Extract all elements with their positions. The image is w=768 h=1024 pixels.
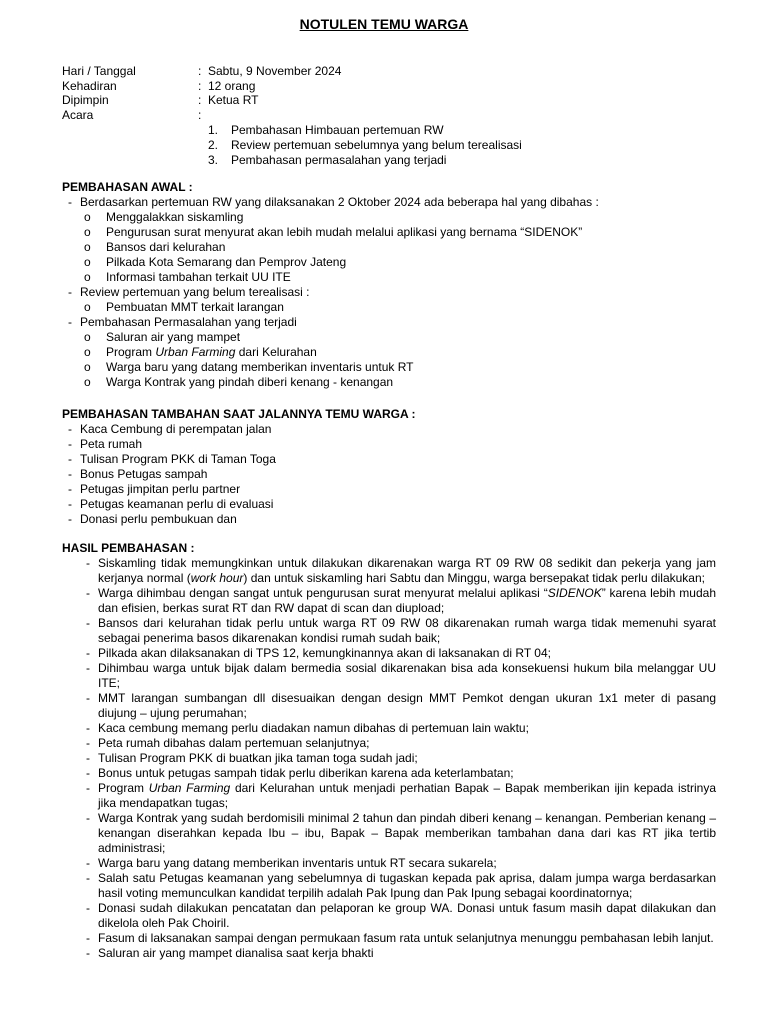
- dash-bullet: -: [86, 586, 90, 600]
- sub-list-item: [62, 240, 226, 255]
- result-item: - Donasi sudah dilakukan pencatatan dan pelaporan ke group WA. Donasi untuk fasum masih dapat dilakukan dan dikelola oleh Pak Choiril.: [86, 901, 716, 930]
- list-item: [62, 497, 416, 512]
- result-item: - Fasum di laksanakan sampai dengan permukaan fasum rata untuk selanjutnya menunggu pembahasan lebih lanjut.: [86, 931, 714, 945]
- list-item-text: Donasi perlu pembukuan dan: [80, 512, 237, 526]
- circle-bullet: o: [84, 330, 91, 344]
- document-title: NOTULEN TEMU WARGA: [299, 16, 469, 32]
- info-label: Hari / Tanggal: [62, 64, 136, 78]
- sub-item-text: Program Urban Farming dari Kelurahan: [106, 345, 317, 359]
- dash-bullet: -: [86, 901, 90, 915]
- list-item-text: Pembahasan Permasalahan yang terjadi: [80, 315, 297, 329]
- result-item: - Warga Kontrak yang sudah berdomisili minimal 2 tahun dan pindah diberi kenang – kenangan. Pemberian kenang – kenangan diserahkan kepada Ibu – ibu, Bapak – Bapak memberikan tambahan dana dari kas RT jika tertib administrasi;: [86, 811, 716, 855]
- info-colon: :: [198, 64, 202, 78]
- list-item-text: Peta rumah: [80, 437, 143, 451]
- dash-bullet: -: [68, 285, 72, 299]
- dash-bullet: -: [86, 661, 90, 675]
- section-title: PEMBAHASAN AWAL :: [62, 180, 193, 194]
- dash-bullet: -: [68, 482, 72, 496]
- result-item: - MMT larangan sumbangan dll disesuaikan dengan design MMT Pemkot dengan ukuran 1x1 meter di pasang diujung – ujung perumahan;: [86, 691, 716, 720]
- list-item-text: Bonus Petugas sampah: [80, 467, 208, 481]
- sub-item-text: Pengurusan surat menyurat akan lebih mudah melalui aplikasi yang bernama “SIDENOK”: [106, 225, 583, 239]
- info-colon: :: [198, 78, 202, 93]
- circle-bullet: o: [84, 360, 91, 374]
- sub-item-text: Informasi tambahan terkait UU ITE: [106, 270, 291, 284]
- info-value: Ketua RT: [208, 93, 259, 107]
- list-item-text: Petugas keamanan perlu di evaluasi: [80, 497, 274, 511]
- sub-list-item: [62, 270, 291, 285]
- info-colon: :: [198, 93, 202, 107]
- dash-bullet: -: [86, 646, 90, 660]
- agenda-text: Review pertemuan sebelumnya yang belum terealisasi: [231, 138, 522, 152]
- agenda-text: Pembahasan permasalahan yang terjadi: [231, 153, 447, 167]
- section-hasil-pembahasan: [62, 541, 716, 961]
- agenda-number: 1.: [208, 123, 219, 137]
- sub-list-item: [62, 210, 244, 225]
- list-item-text: Review pertemuan yang belum terealisasi :: [80, 285, 310, 299]
- dash-bullet: -: [68, 467, 72, 481]
- dash-bullet: -: [86, 556, 90, 570]
- dash-bullet: -: [68, 452, 72, 466]
- dash-bullet: -: [86, 931, 90, 945]
- list-item: [62, 512, 416, 527]
- dash-bullet: -: [86, 721, 90, 735]
- result-item: - Salah satu Petugas keamanan yang sebelumnya di tugaskan kepada pak aprisa, dalam jumpa warga berdasarkan hasil voting memunculkan kandidat terpilih adalah Pak Ipung dan Pak Ipung sebagai koordinatornya;: [86, 871, 716, 900]
- circle-bullet: o: [84, 345, 91, 359]
- result-item: - Bonus untuk petugas sampah tidak perlu diberikan karena ada keterlambatan;: [86, 766, 514, 780]
- section-title: PEMBAHASAN TAMBAHAN SAAT JALANNYA TEMU WARGA :: [62, 407, 416, 421]
- sub-list-item: [62, 255, 347, 270]
- agenda-number: 3.: [208, 153, 219, 167]
- result-item: - Program Urban Farming dari Kelurahan untuk menjadi perhatian Bapak – Bapak memberikan ijin kepada istrinya jika mendapatkan tugas;: [86, 781, 716, 810]
- dash-bullet: -: [86, 736, 90, 750]
- dash-bullet: -: [86, 811, 90, 825]
- result-item: - Tulisan Program PKK di buatkan jika taman toga sudah jadi;: [86, 751, 418, 765]
- dash-bullet: -: [68, 422, 72, 436]
- dash-bullet: -: [86, 781, 90, 795]
- dash-bullet: -: [68, 497, 72, 511]
- result-item: - Siskamling tidak memungkinkan untuk dilakukan dikarenakan warga RT 09 RW 08 sedikit dan pekerja yang jam kerjanya normal (work hour) dan untuk siskamling hari Sabtu dan Minggu, warga bersepakat tidak perlu dilakukan;: [86, 556, 716, 585]
- result-list: [62, 556, 716, 961]
- list-item: [62, 467, 416, 482]
- dash-bullet: -: [86, 616, 90, 630]
- sub-list-item: [62, 360, 414, 375]
- list-item: [62, 195, 599, 210]
- sub-item-text: Warga Kontrak yang pindah diberi kenang - kenangan: [106, 375, 394, 389]
- info-value: Sabtu, 9 November 2024: [208, 64, 342, 78]
- circle-bullet: o: [84, 255, 91, 269]
- sub-item-text: Pilkada Kota Semarang dan Pemprov Jateng: [106, 255, 347, 269]
- sub-item-text: Saluran air yang mampet: [106, 330, 241, 344]
- dash-bullet: -: [86, 871, 90, 885]
- circle-bullet: o: [84, 225, 91, 239]
- info-label: Kehadiran: [62, 78, 117, 93]
- result-item: - Dihimbau warga untuk bijak dalam bermedia sosial dikarenakan bisa ada konsekuensi hukum bila melanggar UU ITE;: [86, 661, 716, 690]
- agenda-number: 2.: [208, 138, 219, 152]
- dash-bullet: -: [86, 946, 90, 960]
- info-label: Dipimpin: [62, 93, 109, 107]
- info-value: 12 orang: [208, 78, 256, 93]
- circle-bullet: o: [84, 300, 91, 314]
- list-item: [62, 437, 416, 452]
- section-pembahasan-awal: [62, 180, 599, 390]
- dash-bullet: -: [68, 437, 72, 451]
- sub-list-item: [62, 345, 317, 360]
- list-item-text: Berdasarkan pertemuan RW yang dilaksanakan 2 Oktober 2024 ada beberapa hal yang dibahas :: [80, 195, 599, 209]
- info-colon: :: [198, 107, 202, 122]
- circle-bullet: o: [84, 375, 91, 389]
- sub-list-item: [62, 330, 241, 345]
- sub-item-text: Menggalakkan siskamling: [106, 210, 244, 224]
- list-item-text: Tulisan Program PKK di Taman Toga: [80, 452, 276, 466]
- result-item: - Warga dihimbau dengan sangat untuk pengurusan surat menyurat melalui aplikasi “SIDENOK” karena lebih mudah dan efisien, berkas surat RT dan RW dapat di scan dan diupload;: [86, 586, 716, 615]
- circle-bullet: o: [84, 210, 91, 224]
- section-pembahasan-tambahan: [62, 407, 416, 527]
- list-item-text: Kaca Cembung di perempatan jalan: [80, 422, 272, 436]
- circle-bullet: o: [84, 270, 91, 284]
- result-item: - Kaca cembung memang perlu diadakan namun dibahas di pertemuan lain waktu;: [86, 721, 529, 735]
- info-label: Acara: [62, 107, 94, 122]
- sub-list-item: [62, 375, 394, 390]
- dash-bullet: -: [86, 856, 90, 870]
- sub-item-text: Bansos dari kelurahan: [106, 240, 226, 254]
- list-item: [62, 422, 416, 437]
- result-item: - Saluran air yang mampet dianalisa saat kerja bhakti: [86, 946, 374, 960]
- sub-list-item: [62, 300, 284, 315]
- dash-bullet: -: [68, 512, 72, 526]
- result-item: - Bansos dari kelurahan tidak perlu untuk warga RT 09 RW 08 dikarenakan rumah warga tidak memenuhi syarat sebagai penerima basos dikarenakan kondisi rumah sudah baik;: [86, 616, 716, 645]
- result-item: - Pilkada akan dilaksanakan di TPS 12, kemungkinannya akan di laksanakan di RT 04;: [86, 646, 551, 660]
- section-title: HASIL PEMBAHASAN :: [62, 541, 195, 555]
- dash-bullet: -: [86, 751, 90, 765]
- agenda-text: Pembahasan Himbauan pertemuan RW: [231, 123, 444, 137]
- dash-bullet: -: [86, 766, 90, 780]
- list-item-text: Petugas jimpitan perlu partner: [80, 482, 241, 496]
- sub-item-text: Warga baru yang datang memberikan inventaris untuk RT: [106, 360, 414, 374]
- list-item: [62, 452, 416, 467]
- list-item: [62, 285, 310, 300]
- result-item: - Peta rumah dibahas dalam pertemuan selanjutnya;: [86, 736, 370, 750]
- circle-bullet: o: [84, 240, 91, 254]
- result-item: - Warga baru yang datang memberikan inventaris untuk RT secara sukarela;: [86, 856, 497, 870]
- dash-bullet: -: [68, 195, 72, 209]
- dash-bullet: -: [86, 691, 90, 705]
- list-item: [62, 315, 297, 330]
- sub-item-text: Pembuatan MMT terkait larangan: [106, 300, 284, 314]
- sub-list-item: [62, 225, 583, 240]
- dash-bullet: -: [68, 315, 72, 329]
- list-item: [62, 482, 416, 497]
